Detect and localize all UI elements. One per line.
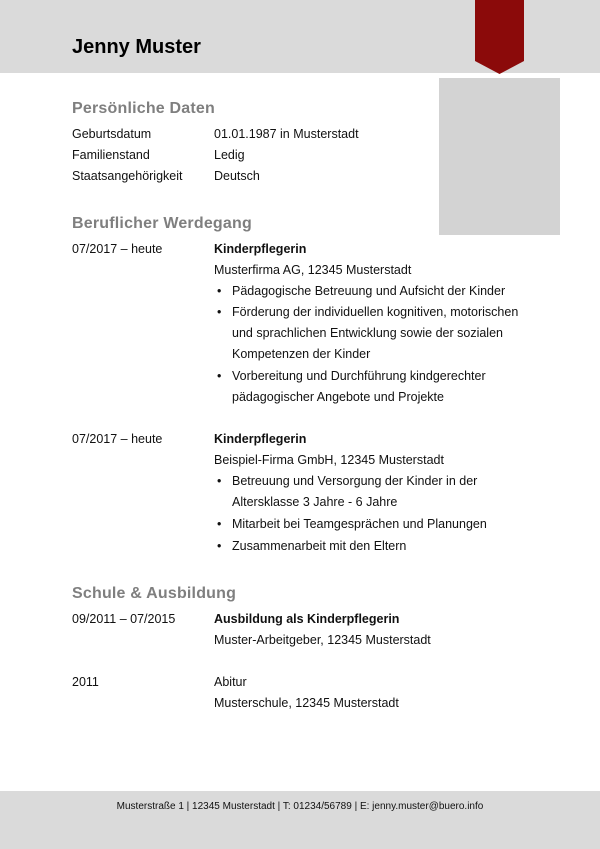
- bullet-icon: •: [217, 369, 222, 383]
- education-degree: Ausbildung als Kinderpflegerin: [214, 612, 400, 626]
- personal-value-marital: Ledig: [214, 148, 245, 162]
- section-title-education: Schule & Ausbildung: [72, 585, 237, 602]
- career-bullet-line: pädagogischer Angebote und Projekte: [232, 390, 444, 404]
- footer-contact: Musterstraße 1 | 12345 Musterstadt | T: 01234/56789 | E: jenny.muster@buero.info: [116, 801, 484, 812]
- education-institution: Musterschule, 12345 Musterstadt: [214, 696, 399, 710]
- career-bullet-line: Kompetenzen der Kinder: [232, 347, 371, 361]
- education-degree: Abitur: [214, 675, 247, 689]
- education-period: 2011: [72, 675, 99, 689]
- personal-label-marital: Familienstand: [72, 148, 150, 162]
- career-employer: Beispiel-Firma GmbH, 12345 Musterstadt: [214, 453, 444, 467]
- career-bullet-line: Pädagogische Betreuung und Aufsicht der Kinder: [232, 284, 506, 298]
- section-title-personal: Persönliche Daten: [72, 100, 216, 117]
- ribbon-bookmark-icon: [475, 0, 524, 74]
- bullet-icon: •: [217, 539, 222, 553]
- bullet-icon: •: [217, 305, 222, 319]
- bullet-icon: •: [217, 284, 222, 298]
- footer-band: [0, 791, 600, 849]
- career-position: Kinderpflegerin: [214, 432, 307, 446]
- career-bullet-line: und sprachlichen Entwicklung sowie der sozialen: [232, 326, 503, 340]
- career-bullet-line: Zusammenarbeit mit den Eltern: [232, 539, 407, 553]
- career-period: 07/2017 – heute: [72, 242, 163, 256]
- applicant-name: Jenny Muster: [72, 36, 201, 58]
- education-institution: Muster-Arbeitgeber, 12345 Musterstadt: [214, 633, 431, 647]
- bullet-icon: •: [217, 474, 222, 488]
- personal-value-nationality: Deutsch: [214, 169, 260, 183]
- photo-placeholder: [439, 78, 560, 235]
- bullet-icon: •: [217, 517, 222, 531]
- education-period: 09/2011 – 07/2015: [72, 612, 176, 626]
- career-employer: Musterfirma AG, 12345 Musterstadt: [214, 263, 412, 277]
- career-bullet-line: Betreuung und Versorgung der Kinder in der: [232, 474, 478, 488]
- career-bullet-line: Förderung der individuellen kognitiven, motorischen: [232, 305, 519, 319]
- section-title-career: Beruflicher Werdegang: [72, 215, 252, 232]
- personal-label-birthdate: Geburtsdatum: [72, 127, 152, 141]
- career-position: Kinderpflegerin: [214, 242, 307, 256]
- career-period: 07/2017 – heute: [72, 432, 163, 446]
- personal-label-nationality: Staatsangehörigkeit: [72, 169, 183, 183]
- career-bullet-line: Vorbereitung und Durchführung kindgerechter: [232, 369, 486, 383]
- career-bullet-line: Altersklasse 3 Jahre - 6 Jahre: [232, 495, 398, 509]
- career-bullet-line: Mitarbeit bei Teamgesprächen und Planungen: [232, 517, 487, 531]
- personal-value-birthdate: 01.01.1987 in Musterstadt: [214, 127, 359, 141]
